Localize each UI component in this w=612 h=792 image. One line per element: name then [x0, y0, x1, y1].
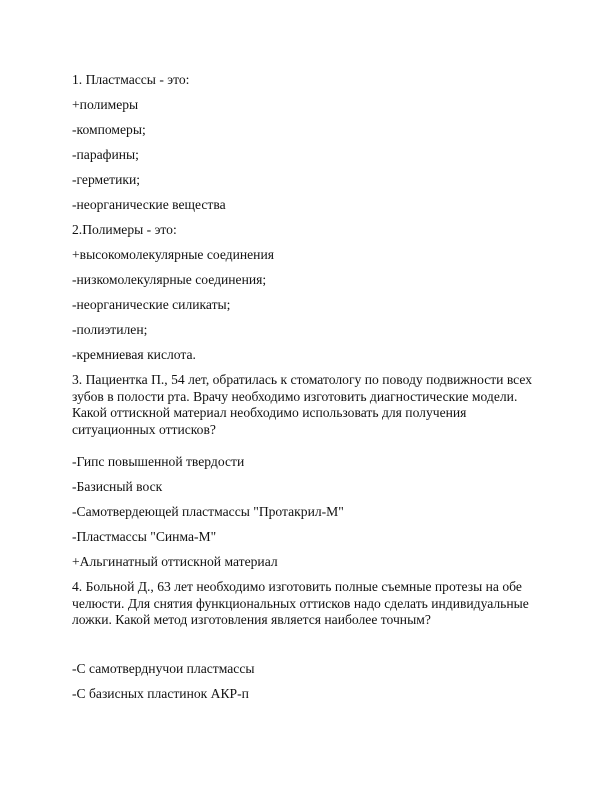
question-4-text: 4. Больной Д., 63 лет необходимо изготовить полные съемные протезы на обе челюсти. Для снятия функциональных оттисков надо сделать индивидуальные ложки. Какой метод изготовления является наиболее точным? — [72, 579, 529, 627]
answer-option: -Базисный воск — [72, 479, 163, 494]
answer-option: +полимеры — [72, 97, 139, 112]
answer-option: -кремниевая кислота. — [72, 347, 196, 362]
answer-option: -Гипс повышенной твердости — [72, 454, 245, 469]
answer-option: +Альгинатный оттискной материал — [72, 554, 278, 569]
answer-option: -парафины; — [72, 147, 139, 162]
answer-option: -неорганические вещества — [72, 197, 226, 212]
answer-option: -полиэтилен; — [72, 322, 148, 337]
question-1-title: 1. Пластмассы - это: — [72, 72, 190, 87]
answer-option: -С базисных пластинок АКР-п — [72, 686, 249, 701]
answer-option: -компомеры; — [72, 122, 146, 137]
answer-option: +высокомолекулярные соединения — [72, 247, 274, 262]
answer-option: -Пластмассы "Синма-М" — [72, 529, 217, 544]
question-3-text: 3. Пациентка П., 54 лет, обратилась к стоматологу по поводу подвижности всех зубов в полости рта. Врачу необходимо изготовить диагностические модели. Какой оттискной материал необходимо использовать для получения ситуационных оттисков? — [72, 372, 533, 437]
answer-option: -С самотверднучои пластмассы — [72, 661, 255, 676]
answer-option: -герметики; — [72, 172, 141, 187]
answer-option: -Самотвердеющей пластмассы "Протакрил-М" — [72, 504, 344, 519]
question-2-title: 2.Полимеры - это: — [72, 222, 177, 237]
answer-option: -неорганические силикаты; — [72, 297, 231, 312]
answer-option: -низкомолекулярные соединения; — [72, 272, 267, 287]
